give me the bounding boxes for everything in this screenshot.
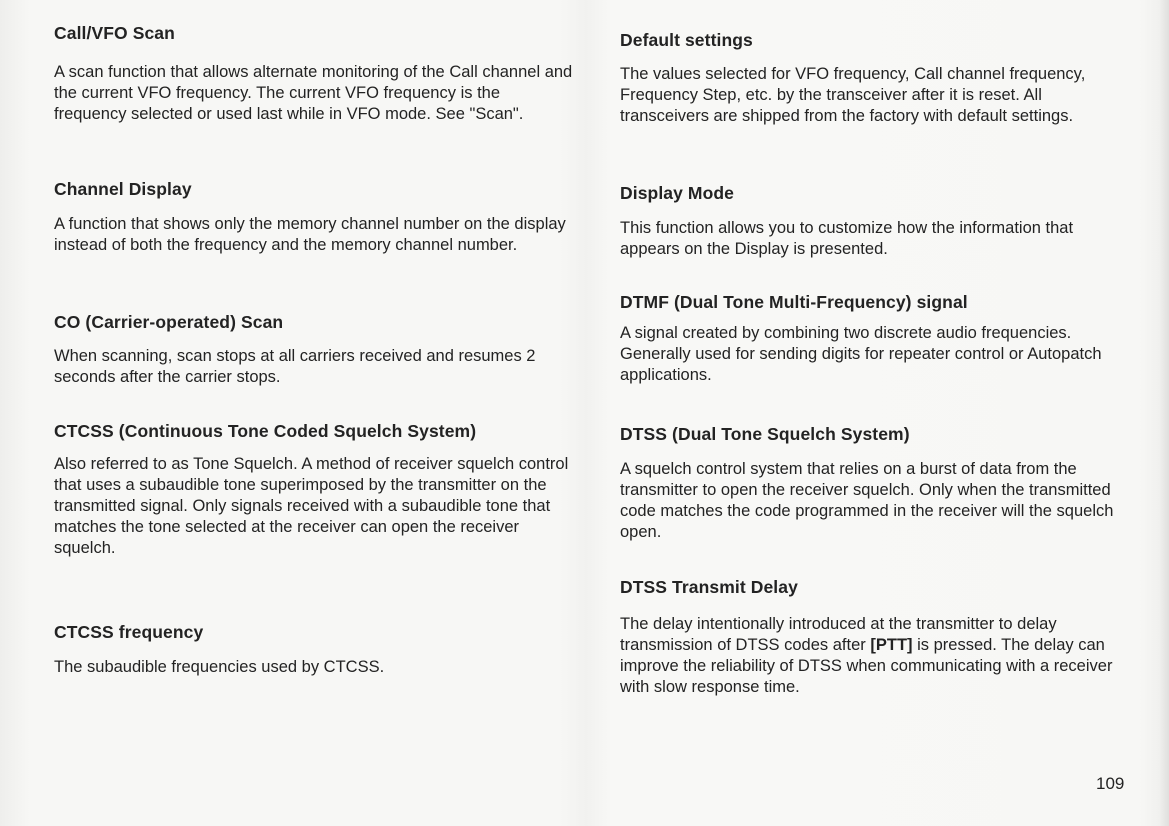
- page-edge-shadow: [1159, 0, 1169, 826]
- entry-text-part: is pressed. The delay can improve the reliability of DTSS when communicating with a receiver with slow response time.: [620, 636, 1113, 696]
- entry-text: A signal created by combining two discrete audio frequencies. Generally used for sending digits for repeater control or Autopatch applications.: [620, 324, 1102, 384]
- glossary-entry-dtss: [620, 423, 1135, 543]
- entry-text: The values selected for VFO frequency, Call channel frequency, Frequency Step, etc. by the transceiver after it is reset. All transceivers are shipped from the factory with default settings.: [620, 65, 1086, 125]
- entry-text: A squelch control system that relies on a burst of data from the transmitter to open the receiver squelch. Only when the transmitted code matches the code programmed in the receiver will the squelch open.: [620, 460, 1114, 541]
- entry-title: CTCSS frequency: [54, 622, 204, 642]
- entry-title: DTMF (Dual Tone Multi-Frequency) signal: [620, 292, 968, 312]
- entry-title: Default settings: [620, 30, 753, 50]
- entry-text: The subaudible frequencies used by CTCSS.: [54, 658, 385, 676]
- entry-title: DTSS Transmit Delay: [620, 577, 798, 597]
- entry-text: When scanning, scan stops at all carriers received and resumes 2 seconds after the carrier stops.: [54, 347, 536, 386]
- glossary-entry-display-mode: [620, 182, 1135, 260]
- entry-title: Call/VFO Scan: [54, 23, 175, 43]
- entry-text: Also referred to as Tone Squelch. A method of receiver squelch control that uses a subaudible tone superimposed by the transmitter on the transmitted signal. Only signals received with a subaudible tone that matches the tone selected at the receiver can open the receiver squelch.: [54, 455, 569, 557]
- entry-text: This function allows you to customize how the information that appears on the Display is presented.: [620, 219, 1074, 258]
- entry-title: DTSS (Dual Tone Squelch System): [620, 424, 910, 444]
- entry-text: A scan function that allows alternate monitoring of the Call channel and the current VFO frequency. The current VFO frequency is the frequency selected or used last while in VFO mode. See "Scan".: [54, 63, 573, 123]
- glossary-entry-ctcss-frequency: [54, 621, 574, 678]
- entry-text: A function that shows only the memory channel number on the display instead of both the frequency and the memory channel number.: [54, 215, 566, 254]
- entry-title: Display Mode: [620, 183, 735, 203]
- glossary-entry-ctcss: [54, 420, 574, 559]
- page-number: 109: [1096, 774, 1125, 793]
- glossary-entry-dtmf: [620, 291, 1135, 386]
- entry-text-part: The delay intentionally introduced at the transmitter to delay transmission of DTSS codes after: [620, 615, 1057, 654]
- entry-title: CO (Carrier-operated) Scan: [54, 312, 284, 332]
- glossary-entry-call-vfo-scan: [54, 22, 574, 125]
- glossary-entry-dtss-transmit-delay: [620, 576, 1135, 698]
- entry-title: Channel Display: [54, 179, 192, 199]
- glossary-entry-co-scan: [54, 311, 574, 388]
- glossary-entry-default-settings: [620, 29, 1135, 127]
- entry-text: [620, 614, 1135, 698]
- ptt-key-label: [PTT]: [870, 636, 913, 654]
- entry-title: CTCSS (Continuous Tone Coded Squelch System): [54, 421, 477, 441]
- glossary-entry-channel-display: [54, 178, 574, 256]
